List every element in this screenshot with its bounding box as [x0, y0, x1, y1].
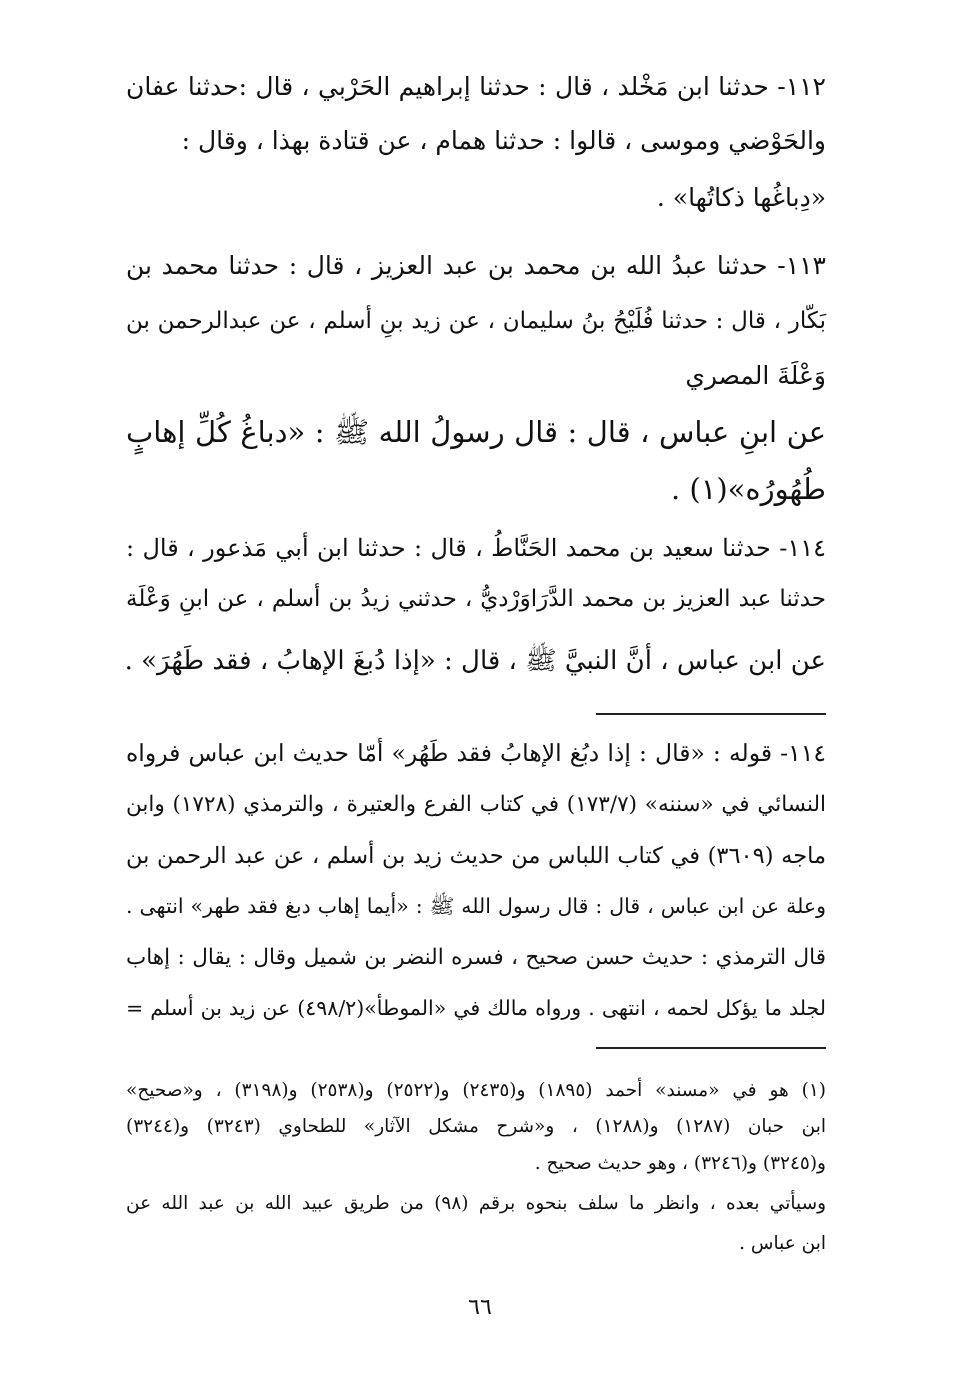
footnote-line-1: (١) هو في «مسند» أحمد (١٨٩٥) و(٢٤٣٥) و(٢٥٢٢) و(٢٥٣٨) و(٣١٩٨) ، و«صحيح»: [126, 1080, 826, 1101]
hadith-112-line-1: ١١٢- حدثنا ابن مَخْلد ، قال : حدثنا إبراهيم الحَرْبي ، قال :حدثنا عفان: [126, 72, 826, 101]
hadith-114-line-2: حدثنا عبد العزيز بن محمد الدَّرَاوَرْديُّ ، حدثني زيدُ بن أسلم ، عن ابنِ وَعْلَة: [126, 586, 826, 612]
hadith-112-line-2: والحَوْضي وموسى ، قالوا : حدثنا همام ، عن قتادة بهذا ، وقال :: [181, 126, 826, 155]
hadith-112-matn: «دِباغُها ذكاتُها» .: [656, 183, 826, 212]
footnote-line-5: ابن عباس .: [739, 1233, 826, 1254]
commentary-line-5: قال الترمذي : حديث حسن صحيح ، فسره النضر بن شميل وقال : يقال : إهاب: [126, 945, 826, 970]
footnote-line-3: و(٣٢٤٥) و(٣٢٤٦) ، وهو حديث صحيح .: [534, 1153, 826, 1174]
hadith-113-line-3: وَعْلَةَ المصري: [685, 361, 826, 390]
commentary-line-1: ١١٤- قوله : «قال : إذا دبُغ الإهابُ فقد طَهُر» أمّا حديث ابن عباس فرواه: [126, 739, 826, 767]
commentary-line-2: النسائي في «سننه» (١٧٣/٧) في كتاب الفرع والعتيرة ، والترمذي (١٧٢٨) وابن: [126, 792, 826, 817]
commentary-line-6: لجلد ما يؤكل لحمه ، انتهى . ورواه مالك في «الموطأ»(٤٩٨/٢) عن زيد بن أسلم =: [126, 996, 827, 1020]
hadith-113-line-2: بَكّار ، قال : حدثنا فُلَيْحُ بنُ سليمان ، عن زيد بنِ أسلم ، عن عبدالرحمن بن: [126, 308, 826, 334]
hadith-114-matn: عن ابن عباس ، أنَّ النبيَّ ﷺ ، قال : «إذا دُبغَ الإهابُ ، فقد طَهُرَ» .: [124, 646, 826, 676]
page-number: ٦٦: [468, 1295, 492, 1320]
hadith-113-matn-1: عن ابنِ عباس ، قال : قال رسولُ الله ﷺ : «دباغُ كُلِّ إهابٍ: [126, 415, 826, 449]
commentary-line-3: ماجه (٣٦٠٩) في كتاب اللباس من حديث زيد بن أسلم ، عن عبد الرحمن بن: [126, 843, 827, 869]
footnote-line-4: وسيأتي بعده ، وانظر ما سلف بنحوه برقم (٩٨) من طريق عبيد الله بن عبد الله عن: [126, 1193, 826, 1214]
commentary-line-4: وعلة عن ابن عباس ، قال : قال رسول الله ﷺ : «أيما إهاب دبغ فقد طهر» انتهى .: [126, 894, 826, 918]
hadith-114-line-1: ١١٤- حدثنا سعيد بن محمد الحَنَّاطُ ، قال : حدثنا ابن أبي مَذعور ، قال :: [126, 534, 826, 562]
hadith-113-line-1: ١١٣- حدثنا عبدُ الله بن محمد بن عبد العزيز ، قال : حدثنا محمد بن: [126, 251, 826, 280]
footnote-line-2: ابن حبان (١٢٨٧) و(١٢٨٨) ، و«شرح مشكل الآثار» للطحاوي (٣٢٤٣) و(٣٢٤٤): [126, 1116, 827, 1137]
commentary-separator: [596, 713, 826, 715]
hadith-113-matn-2: طُهُورُه»(١) .: [670, 472, 826, 506]
footnote-separator: [596, 1047, 826, 1049]
